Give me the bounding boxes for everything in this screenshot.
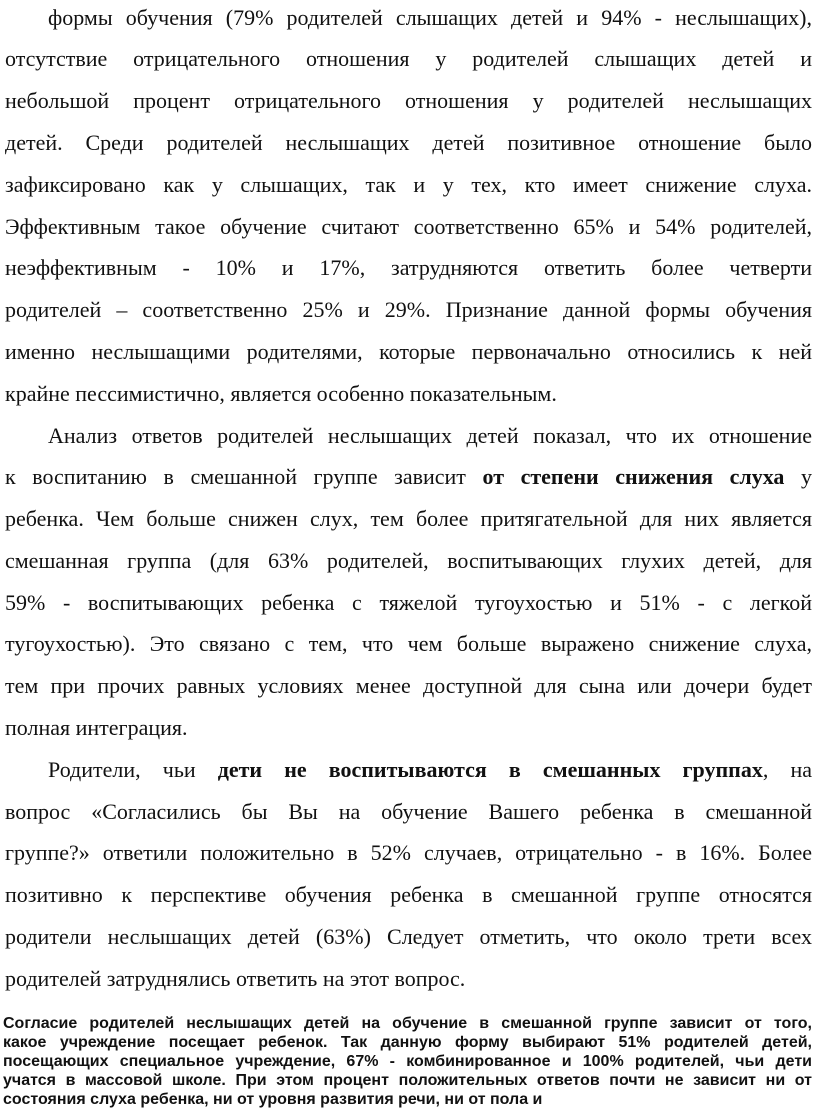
text-line: родители неслышащих детей (63%) Следует отметить, что около трети всех xyxy=(5,924,812,949)
text-line-with-emphasis xyxy=(5,464,812,490)
text-line: отсутствие отрицательного отношения у родителей слышащих детей и xyxy=(5,46,812,71)
text-line: Анализ ответов родителей неслышащих детей показал, что их отношение xyxy=(48,423,812,448)
text-run: , на xyxy=(762,757,812,782)
text-line: родителей – соответственно 25% и 29%. Признание данной формы обучения xyxy=(5,297,812,322)
text-line: Эффективным такое обучение считают соответственно 65% и 54% родителей, xyxy=(5,214,812,239)
text-line: формы обучения (79% родителей слышащих детей и 94% - неслышащих), xyxy=(48,5,812,30)
text-line: смешанная группа (для 63% родителей, воспитывающих глухих детей, для xyxy=(5,548,812,573)
text-run: к воспитанию в смешанной группе зависит xyxy=(5,464,483,489)
text-line: ребенка. Чем больше снижен слух, тем более притягательной для них является xyxy=(5,506,812,531)
text-line: позитивно к перспективе обучения ребенка в смешанной группе относятся xyxy=(5,882,812,907)
text-line: родителей затруднялись ответить на этот вопрос. xyxy=(5,966,466,991)
caption-line: учатся в массовой школе. При этом процент положительных ответов почти не зависит ни от xyxy=(3,1072,812,1089)
caption-line: Согласие родителей неслышащих детей на обучение в смешанной группе зависит от того, xyxy=(3,1015,812,1032)
text-line: крайне пессимистично, является особенно показательным. xyxy=(5,381,557,406)
text-line: вопрос «Согласились бы Вы на обучение Вашего ребенка в смешанной xyxy=(5,799,812,824)
bold-emphasis: дети не воспитываются в смешанных группах xyxy=(217,757,763,782)
text-line: небольшой процент отрицательного отношения у родителей неслышащих xyxy=(5,88,812,113)
text-line: 59% - воспитывающих ребенка с тяжелой тугоухостью и 51% - с легкой xyxy=(5,590,812,615)
caption-line: состояния слуха ребенка, ни от уровня развития речи, ни от пола и xyxy=(3,1091,543,1108)
text-line: детей. Среди родителей неслышащих детей позитивное отношение было xyxy=(5,130,812,155)
text-line: группе?» ответили положительно в 52% случаев, отрицательно - в 16%. Более xyxy=(5,840,812,865)
text-line: неэффективным - 10% и 17%, затрудняются ответить более четверти xyxy=(5,255,812,280)
caption-line: посещающих специальное учреждение, 67% - комбинированное и 100% родителей, чьи дети xyxy=(3,1053,812,1070)
text-line: зафиксировано как у слышащих, так и у тех, кто имеет снижение слуха. xyxy=(5,172,812,197)
text-line-with-emphasis xyxy=(48,757,812,783)
text-line: тем при прочих равных условиях менее доступной для сына или дочери будет xyxy=(5,673,812,698)
bold-emphasis: от степени снижения слуха xyxy=(482,464,785,489)
text-line: тугоухостью). Это связано с тем, что чем больше выражено снижение слуха, xyxy=(5,631,812,656)
text-run: у xyxy=(784,464,813,489)
text-run: Родители, чьи xyxy=(48,757,218,782)
caption-line: какое учреждение посещает ребенок. Так данную форму выбирают 51% родителей детей, xyxy=(3,1034,812,1051)
text-line: именно неслышащими родителями, которые первоначально относились к ней xyxy=(5,339,812,364)
text-line: полная интеграция. xyxy=(5,715,188,740)
